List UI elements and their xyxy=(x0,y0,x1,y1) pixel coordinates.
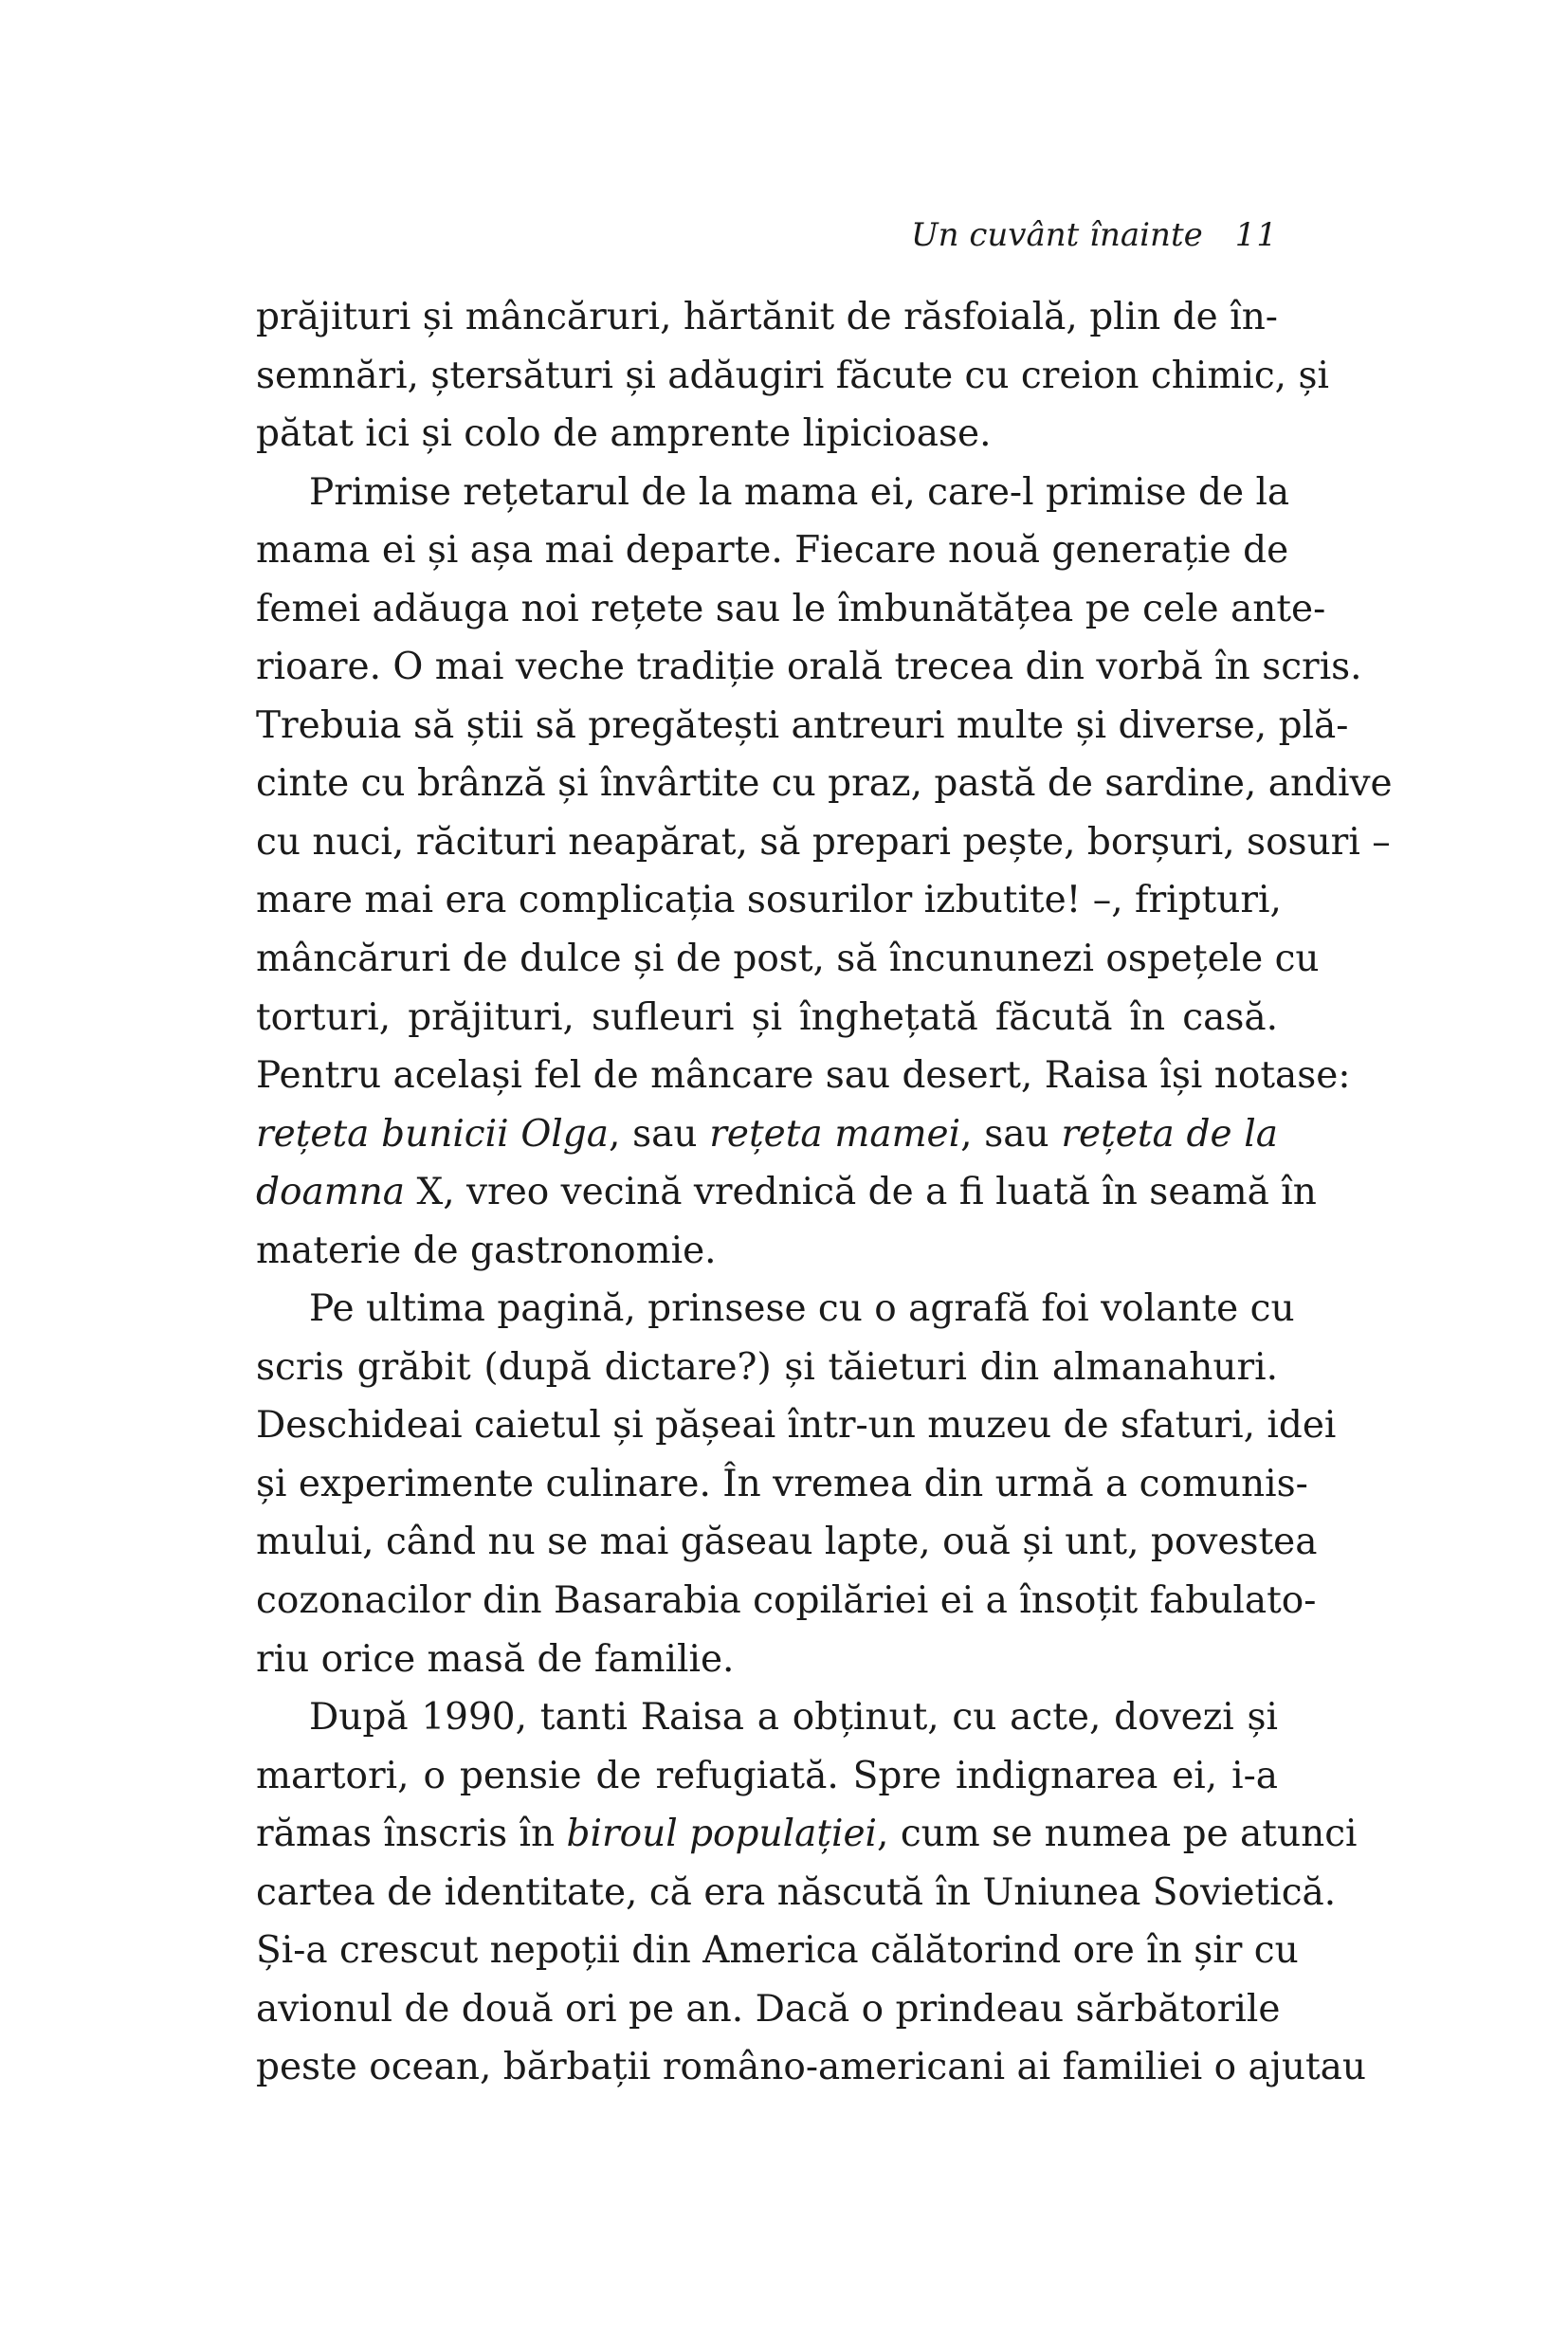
italic-recipe-title: doamna xyxy=(256,1171,406,1214)
text-line-with-italics: doamna X, vreo vecină vrednică de a fi luată în seamă în xyxy=(256,1171,1317,1214)
text-line: cu nuci, răcituri neapărat, să prepari pește, borșuri, sosuri – xyxy=(256,820,1391,864)
text-line: Trebuia să știi să pregătești antreuri multe și diverse, plă- xyxy=(256,703,1349,747)
text-line: mama ei și așa mai departe. Fiecare nouă generație de xyxy=(256,529,1289,573)
text-line: și experimente culinare. În vremea din urmă a comunis- xyxy=(256,1462,1308,1505)
paragraph-first-line: După 1990, tanti Raisa a obținut, cu acte, dovezi și xyxy=(309,1696,1278,1740)
text-line: avionul de două ori pe an. Dacă o prindeau sărbătorile xyxy=(256,1987,1281,2031)
paragraph-first-line: Pe ultima pagină, prinsese cu o agrafă foi volante cu xyxy=(309,1287,1295,1331)
text-line: cartea de identitate, că era născută în Uniunea Sovietică. xyxy=(256,1870,1337,1914)
chapter-title: Un cuvânt înainte xyxy=(910,216,1203,254)
running-head xyxy=(256,216,1278,254)
text-line: Deschideai caietul și pășeai într-un muzeu de sfaturi, idei xyxy=(256,1404,1337,1448)
italic-recipe-title: rețeta bunicii Olga xyxy=(256,1112,609,1156)
text-line: mâncăruri de dulce și de post, să încununezi ospețele cu xyxy=(256,938,1320,981)
text-line: prăjituri și mâncăruri, hărtănit de răsfoială, plin de în- xyxy=(256,296,1278,338)
italic-recipe-title: rețeta mamei xyxy=(709,1112,961,1156)
text-line: Pentru același fel de mâncare sau desert, Raisa își notase: xyxy=(256,1054,1351,1098)
text-line: martori, o pensie de refugiată. Spre indignarea ei, i-a xyxy=(256,1754,1278,1797)
italic-term: biroul populației xyxy=(566,1813,878,1856)
text-line: Și-a crescut nepoții din America călătorind ore în șir cu xyxy=(256,1929,1299,1973)
text-line: peste ocean, bărbații româno-americani ai familiei o ajutau xyxy=(256,2046,1367,2089)
text-line: riu orice masă de familie. xyxy=(256,1637,735,1681)
text-line: torturi, prăjituri, sufleuri și înghețată făcută în casă. xyxy=(256,995,1278,1039)
paragraph-first-line: Primise rețetarul de la mama ei, care-l primise de la xyxy=(309,470,1290,514)
text-line: semnări, ștersături și adăugiri făcute cu creion chimic, și xyxy=(256,354,1329,397)
text-line: rioare. O mai veche tradiție orală trecea din vorbă în scris. xyxy=(256,646,1362,689)
italic-recipe-title: rețeta de la xyxy=(1061,1112,1278,1156)
text-line-with-italics: rămas înscris în biroul populației, cum se numea pe atunci xyxy=(256,1813,1358,1856)
text-line-with-italics: rețeta bunicii Olga, sau rețeta mamei, sau rețeta de la xyxy=(256,1112,1278,1156)
page-number: 11 xyxy=(1234,216,1278,254)
text-line: cinte cu brânză și învârtite cu praz, pastă de sardine, andive xyxy=(256,762,1393,806)
text-line: mare mai era complicația sosurilor izbutite! –, fripturi, xyxy=(256,879,1282,922)
text-line: cozonacilor din Basarabia copilăriei ei a însoțit fabulato- xyxy=(256,1579,1317,1623)
text-line: materie de gastronomie. xyxy=(256,1229,717,1272)
text-line: scris grăbit (după dictare?) și tăieturi din almanahuri. xyxy=(256,1345,1278,1389)
text-line: femei adăuga noi rețete sau le îmbunătățea pe cele ante- xyxy=(256,587,1326,630)
body-text xyxy=(256,288,1393,2097)
text-line: mului, când nu se mai găseau lapte, ouă și unt, povestea xyxy=(256,1521,1318,1564)
text-line: pătat ici și colo de amprente lipicioase. xyxy=(256,412,992,456)
